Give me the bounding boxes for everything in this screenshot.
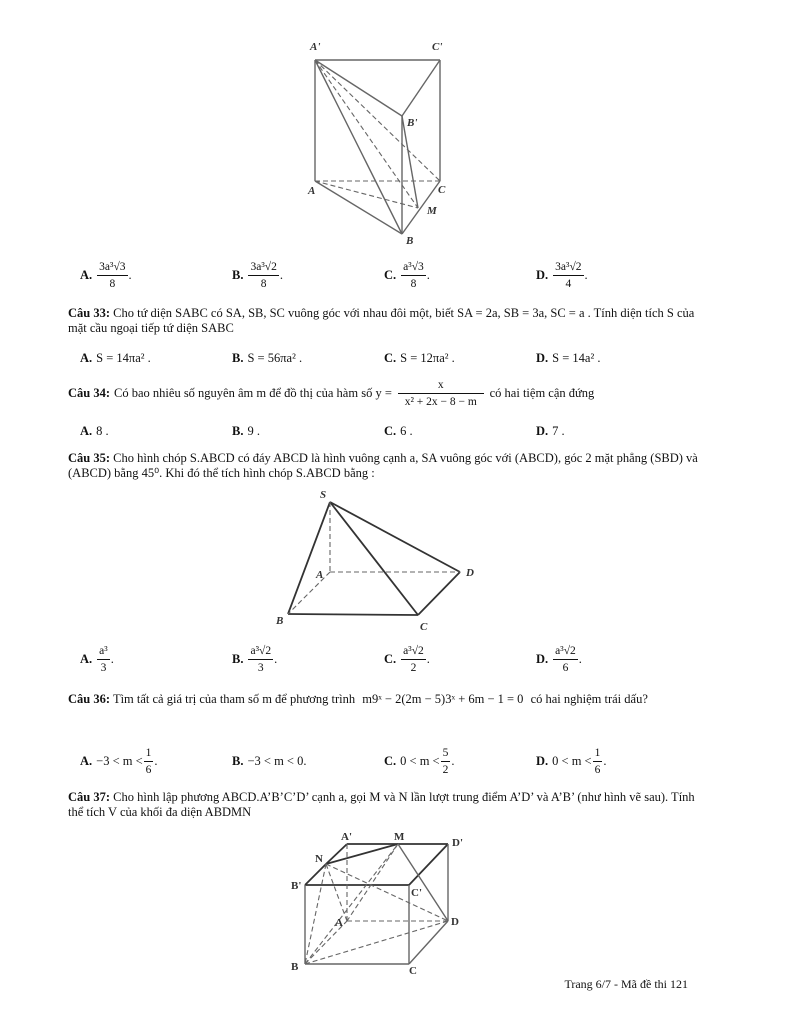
question-34 [68, 378, 698, 409]
fraction: $\frac{5}{2}$ [442, 746, 449, 776]
option-c[interactable]: C. $\frac{\text{a³√3}}{8}$ . [384, 260, 430, 290]
cube-figure [285, 828, 475, 978]
question-text: Cho hình chóp S.ABCD có đáy ABCD là hình vuông cạnh a, SA vuông góc với (ABCD), góc 2 mặt phẳng (SBD) và (ABCD) bằng 45⁰. Khi đó thể tích hình chóp S.ABCD bằng : [68, 451, 698, 480]
fig35-label: B [276, 615, 284, 627]
option-d[interactable]: D. $\frac{\text{a³√2}}{6}$ . [536, 644, 582, 674]
question-number: Câu 35: [68, 451, 111, 465]
option-a[interactable]: A. −3 < m < $\frac{1}{6}$ . [80, 746, 158, 776]
equation: m9ˣ − 2(2m − 5)3ˣ + 6m − 1 = 0 [362, 692, 524, 706]
fig37-label: D' [452, 837, 463, 849]
fraction: $\frac{1}{6}$ [594, 746, 601, 776]
option-c[interactable]: C. 0 < m < $\frac{5}{2}$ . [384, 746, 455, 776]
q32-options [80, 257, 700, 293]
question-37 [68, 790, 698, 820]
fig37-label: A' [341, 831, 352, 843]
option-c[interactable]: C. 6 . [384, 423, 413, 438]
option-c[interactable]: C. $\frac{\text{a³√2}}{2}$ . [384, 644, 430, 674]
fig32-label: C [438, 184, 446, 196]
option-d[interactable]: D. 0 < m < $\frac{1}{6}$ . [536, 746, 607, 776]
fig32-label: C' [432, 41, 443, 53]
question-text: Cho hình lập phương ABCD.A’B’C’D’ cạnh a, gọi M và N lần lượt trung điểm A’D’ và A’B’ (như hình vẽ sau). Tính thể tích V của khối đa diện ABDMN [68, 790, 695, 819]
option-a[interactable]: A. $\frac{\text{a³}}{3}$ . [80, 644, 114, 674]
prism-figure [300, 36, 460, 246]
question-number: Câu 33: [68, 306, 111, 320]
fig35-label: C [420, 621, 428, 633]
question-36 [68, 690, 698, 708]
pyramid-figure [270, 484, 490, 634]
fraction: $\frac{\text{a³√2}}{6}$ [555, 644, 576, 674]
fraction: $\frac{\text{a³√3}}{8}$ [403, 260, 424, 290]
question-33 [68, 306, 698, 336]
question-number: Câu 36: [68, 692, 111, 706]
option-b[interactable]: B. $\frac{\text{a³√2}}{3}$ . [232, 644, 278, 674]
fig32-label: B' [407, 117, 418, 129]
question-number: Câu 34: [68, 386, 111, 400]
q35-options [80, 641, 700, 677]
fraction: $\frac{\text{a³}}{3}$ [99, 644, 108, 674]
option-a[interactable]: A. 8 . [80, 423, 109, 438]
fig32-label: A' [310, 41, 321, 53]
fig37-label: B' [291, 880, 302, 892]
question-text-end: có hai nghiệm trái dấu? [530, 692, 648, 706]
fig37-label: B [291, 961, 299, 973]
fig37-label: N [315, 853, 323, 865]
function-fraction: $\frac{x}{\text{x² + 2x − 8 − m}}$ [398, 378, 484, 409]
q34-options [80, 418, 700, 444]
fig37-label: C' [411, 887, 422, 899]
fig32-label: M [427, 205, 437, 217]
option-d[interactable]: D. 7 . [536, 423, 565, 438]
question-number: Câu 37: [68, 790, 111, 804]
option-b[interactable]: B. $\frac{\text{3a³√2}}{8}$ . [232, 260, 283, 290]
question-text: Có bao nhiêu số nguyên âm m để đồ thị của hàm số y = [114, 386, 392, 400]
fraction: $\frac{\text{3a³√2}}{4}$ [555, 260, 582, 290]
option-a[interactable]: A. S = 14πa² . [80, 350, 151, 365]
option-b[interactable]: B. S = 56πa² . [232, 350, 303, 365]
question-35 [68, 451, 698, 481]
page-footer: Trang 6/7 - Mã đề thi 121 [564, 977, 688, 991]
fraction: $\frac{\text{a³√2}}{3}$ [250, 644, 272, 674]
fig32-label: A [308, 185, 316, 197]
option-b[interactable]: B. −3 < m < 0. [232, 753, 307, 768]
fig32-label: B [406, 235, 414, 247]
fig37-label: A [335, 917, 343, 929]
fig37-label: D [451, 916, 459, 928]
fig37-label: C [409, 965, 417, 977]
fraction: $\frac{\text{3a³√2}}{8}$ [250, 260, 277, 290]
question-text: Cho tứ diện SABC có SA, SB, SC vuông góc với nhau đôi một, biết SA = 2a, SB = 3a, SC = a . Tính diện tích S của mặt cầu ngoại tiếp tứ diện SABC [68, 306, 695, 335]
option-c[interactable]: C. S = 12πa² . [384, 350, 455, 365]
option-a[interactable]: A. $\frac{\text{3a³√3}}{8}$ . [80, 260, 132, 290]
fig35-label: S [320, 489, 327, 501]
fig37-label: M [394, 831, 405, 843]
fig35-label: A [316, 569, 324, 581]
option-d[interactable]: D. $\frac{\text{3a³√2}}{4}$ . [536, 260, 588, 290]
q36-options [80, 743, 700, 779]
question-text: Tìm tất cả giá trị của tham số m để phương trình [112, 692, 356, 706]
fraction: $\frac{\text{3a³√3}}{8}$ [99, 260, 126, 290]
q33-options [80, 340, 700, 376]
option-d[interactable]: D. S = 14a² . [536, 350, 601, 365]
fraction: $\frac{\text{a³√2}}{2}$ [403, 644, 424, 674]
question-text-end: có hai tiệm cận đứng [489, 386, 595, 400]
fig35-label: D [466, 567, 474, 579]
option-b[interactable]: B. 9 . [232, 423, 260, 438]
fraction: $\frac{1}{6}$ [145, 746, 152, 776]
